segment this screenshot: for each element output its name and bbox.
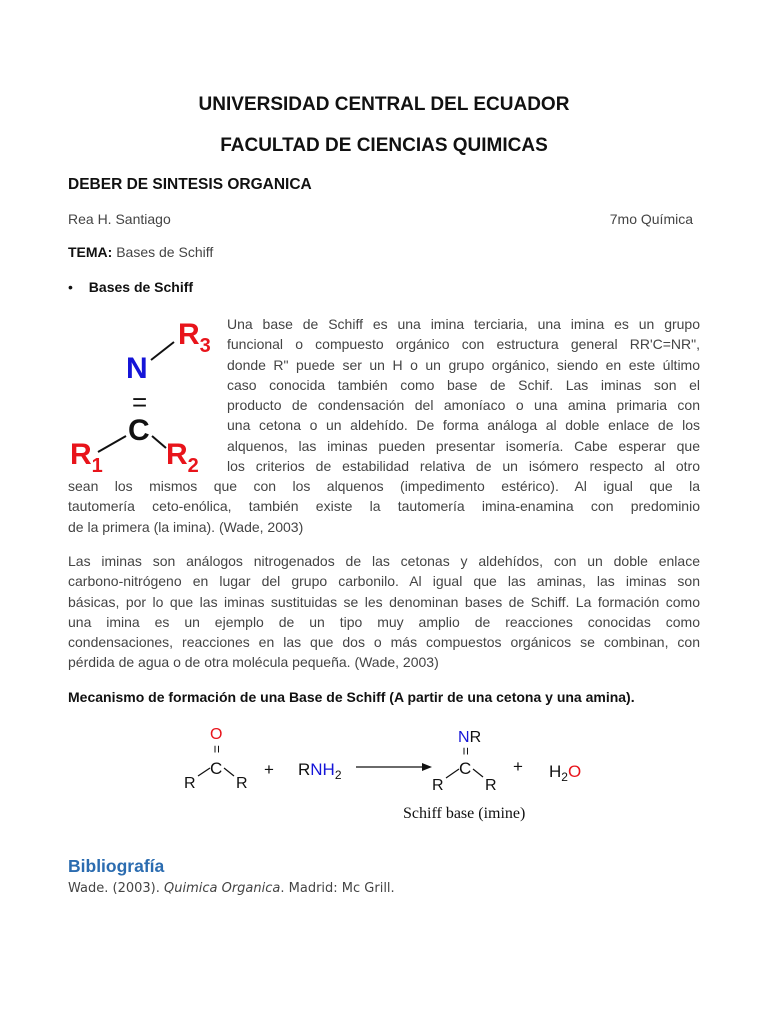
imine-bond-left bbox=[446, 769, 459, 778]
p1-line: alquenos, las iminas pueden presentar isomería. Cabe esperar que bbox=[227, 437, 700, 454]
r3-letter: R bbox=[178, 318, 200, 351]
p1-line: funcional o compuesto orgánico con estructura general RR'C=NR", bbox=[227, 336, 700, 353]
bond-n-r3 bbox=[151, 342, 174, 360]
reaction-arrow bbox=[356, 763, 432, 771]
plus-sign-1: + bbox=[264, 760, 274, 779]
water-o: O bbox=[567, 762, 582, 781]
university-title: UNIVERSIDAD CENTRAL DEL ECUADOR bbox=[198, 94, 570, 115]
p1-line: tautomería ceto-enólica, también existe la tautomería imina-enamina con predominio bbox=[68, 498, 700, 515]
paragraph-2 bbox=[68, 551, 700, 673]
imine-double-bond: = bbox=[458, 747, 474, 756]
bullet-text: Bases de Schiff bbox=[88, 279, 194, 295]
imine-carbon: C bbox=[459, 759, 472, 778]
ketone-bond-left bbox=[198, 768, 210, 776]
bond-c-r1 bbox=[98, 436, 126, 452]
p1-line: una cetona o un aldehído. De forma análoga al doble enlace de los bbox=[227, 417, 700, 434]
ketone-r-left: R bbox=[184, 775, 196, 792]
topic-line bbox=[68, 244, 213, 260]
mechanism-title: Mecanismo de formación de una Base de Schiff (A partir de una cetona y una amina). bbox=[68, 689, 635, 705]
bullet-item bbox=[68, 279, 193, 295]
r2-subscript: 2 bbox=[187, 455, 199, 477]
imine-r-right: R bbox=[485, 777, 497, 794]
ketone-molecule bbox=[184, 726, 248, 792]
r1-subscript: 1 bbox=[91, 455, 103, 477]
bib-title: Quimica Organica bbox=[164, 881, 281, 896]
imine-caption: Schiff base (imine) bbox=[403, 805, 526, 822]
imine-bond-right bbox=[473, 769, 483, 777]
p2-line: Las iminas son análogos nitrogenados de las cetonas y aldehídos, con un doble enlace bbox=[68, 553, 700, 569]
amine-r: R bbox=[298, 760, 311, 779]
bib-prefix: Wade. (2003). bbox=[68, 881, 164, 896]
amine-nh: NH bbox=[310, 760, 335, 779]
ketone-carbon: C bbox=[210, 759, 223, 778]
p1-line: sean los mismos que con los alquenos (impedimento estérico). Al igual que la bbox=[68, 478, 700, 494]
plus-sign-2: + bbox=[513, 757, 523, 776]
r1-label bbox=[70, 438, 103, 477]
water-h: H bbox=[549, 762, 562, 781]
ketone-oxygen: O bbox=[210, 726, 223, 743]
amine-subscript: 2 bbox=[334, 768, 342, 782]
double-bond: = bbox=[132, 387, 148, 417]
amine-formula bbox=[298, 760, 342, 782]
p2-line: condensaciones, reacciones en las que dos o más compuestos orgánicos se combinan, con bbox=[68, 634, 700, 651]
c-atom: C bbox=[128, 414, 150, 447]
p2-line: básicas, por lo que las iminas sustituidas se les denominan bases de Schiff. La formación como bbox=[68, 593, 700, 610]
p1-line: donde R" puede ser un H o un grupo orgánico, siendo en este último bbox=[227, 356, 700, 373]
r1-letter: R bbox=[70, 438, 92, 471]
p1-line: los criterios de estabilidad relativa de un isómero respecto al otro bbox=[227, 458, 700, 475]
p2-line: carbono-nitrógeno en lugar del grupo carbonilo. Al igual que las aminas, las iminas son bbox=[68, 573, 700, 590]
water-formula bbox=[549, 762, 581, 784]
imine-r-top: R bbox=[469, 729, 482, 746]
schiff-base-structure bbox=[66, 308, 226, 478]
p2-line: una imina es un ejemplo de un tipo muy amplio de reacciones conocidas como bbox=[68, 613, 700, 630]
imine-nitrogen-group bbox=[458, 729, 481, 746]
ketone-bond-right bbox=[224, 768, 234, 776]
reaction-scheme bbox=[170, 722, 610, 832]
topic-label: TEMA: bbox=[68, 244, 113, 260]
imine-r-left: R bbox=[432, 777, 444, 794]
paragraph-1-full bbox=[68, 476, 700, 537]
r3-subscript: 3 bbox=[199, 335, 211, 357]
bibliography-entry bbox=[68, 881, 395, 896]
p1-line: Una base de Schiff es una imina terciaria, una imina es un grupo bbox=[227, 316, 700, 332]
r2-label bbox=[166, 438, 199, 477]
ketone-double-bond: = bbox=[209, 745, 225, 754]
r3-label bbox=[178, 318, 211, 357]
p1-line: caso conocida también como base de Schif. Las iminas son el bbox=[227, 376, 700, 393]
imine-molecule bbox=[432, 729, 497, 794]
r2-letter: R bbox=[166, 438, 188, 471]
faculty-title: FACULTAD DE CIENCIAS QUIMICAS bbox=[220, 135, 548, 156]
n-atom: N bbox=[126, 352, 148, 385]
p1-line: producto de condensación del amoníaco o una amina primaria con bbox=[227, 397, 700, 414]
bullet-symbol: • bbox=[68, 279, 73, 295]
bibliography-heading: Bibliografía bbox=[68, 856, 165, 876]
assignment-title: DEBER DE SINTESIS ORGANICA bbox=[68, 176, 312, 193]
bib-suffix: . Madrid: Mc Grill. bbox=[280, 881, 395, 896]
author-name: Rea H. Santiago bbox=[68, 211, 171, 227]
imine-n: N bbox=[458, 729, 470, 746]
p1-line: de la primera (la imina). (Wade, 2003) bbox=[68, 518, 304, 535]
bond-c-r2 bbox=[152, 436, 166, 448]
topic-value: Bases de Schiff bbox=[116, 244, 214, 260]
ketone-r-right: R bbox=[236, 775, 248, 792]
water-subscript: 2 bbox=[561, 770, 568, 784]
p2-line: pérdida de agua o de otra molécula pequeña. (Wade, 2003) bbox=[68, 654, 439, 671]
paragraph-1-wrapped bbox=[227, 314, 700, 476]
course-name: 7mo Química bbox=[609, 211, 693, 227]
